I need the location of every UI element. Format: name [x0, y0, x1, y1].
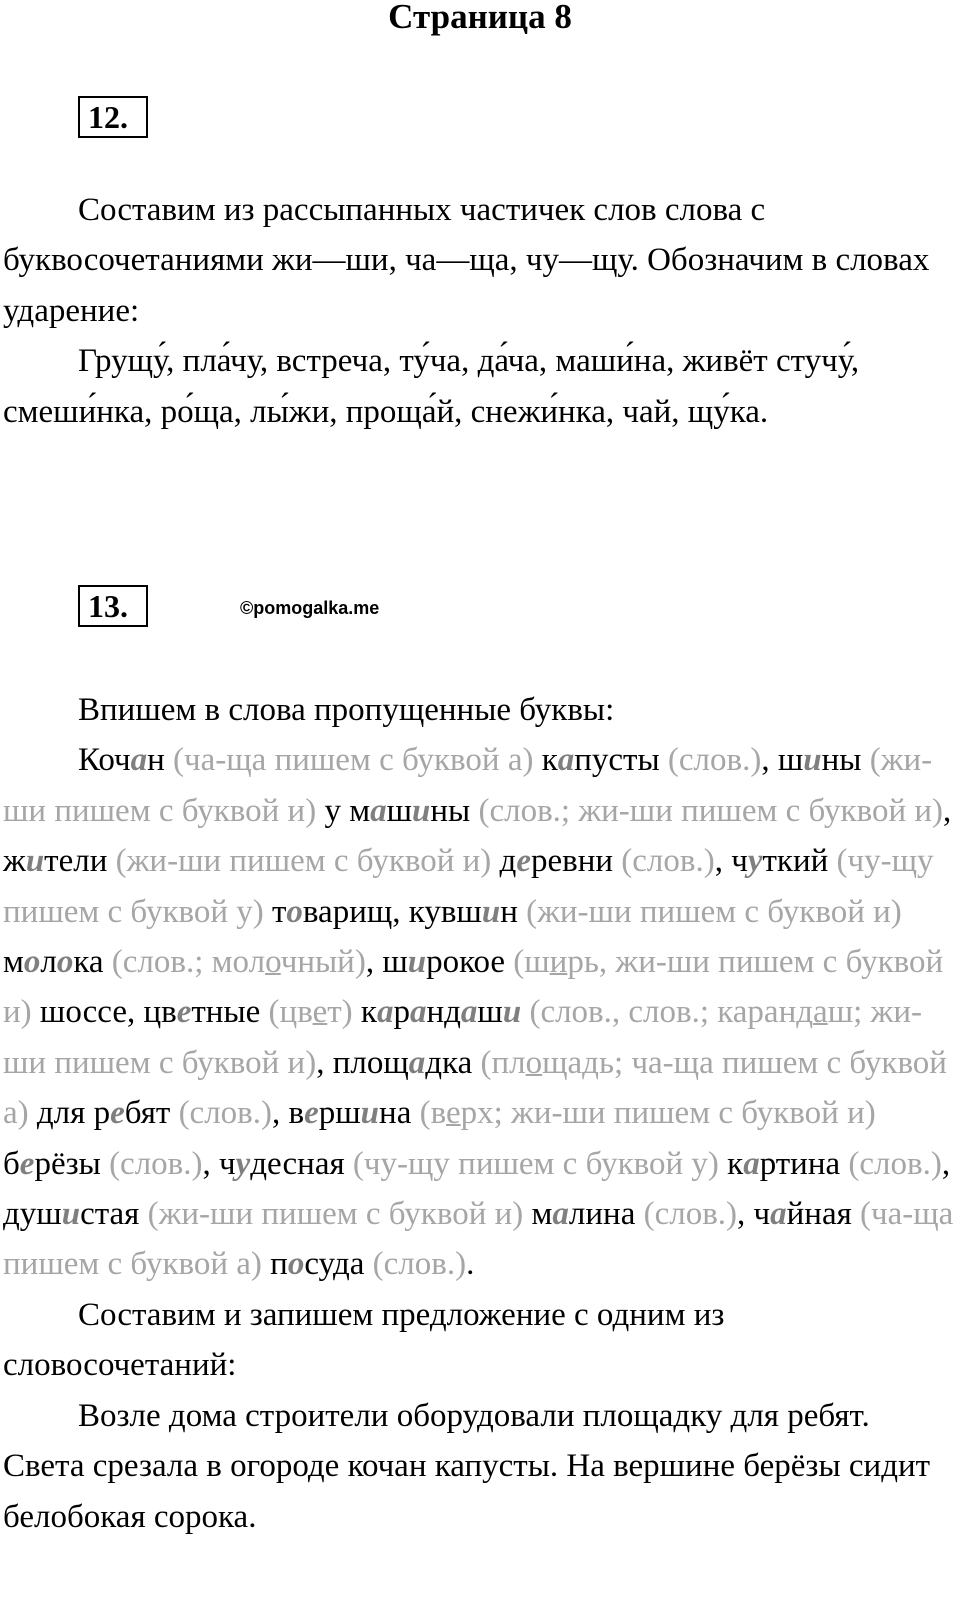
word: йная: [786, 1196, 852, 1233]
rule-note-part: (пл: [480, 1044, 526, 1081]
filled-letter: о: [23, 944, 41, 981]
word: пусты: [574, 742, 660, 779]
task-13-intro: Впишем в слова пропущенные буквы:: [78, 692, 615, 728]
filled-letter: а: [408, 1044, 426, 1081]
rule-note: (слов.): [178, 1095, 272, 1132]
rule-note: (слов.): [372, 1246, 467, 1283]
rule-note-part: ш; жи-ши пишем с буквой и): [3, 994, 922, 1081]
check-letter: а: [813, 994, 828, 1031]
word: рокое: [426, 944, 506, 981]
filled-letter: у: [235, 1145, 251, 1182]
rule-note: (слов.): [667, 742, 762, 779]
punct: ,: [943, 792, 952, 829]
word: р: [393, 994, 410, 1031]
word: к: [360, 994, 377, 1031]
rule-note: (ча-ща пишем с буквой а): [173, 742, 534, 779]
filled-letter: а: [770, 1196, 787, 1233]
word: ка: [73, 944, 104, 981]
check-letter: е: [312, 994, 328, 1031]
rule-note-part: щадь; ча-ща пишем с буквой а): [3, 1044, 947, 1132]
word: н: [147, 742, 165, 779]
word: рш: [318, 1095, 361, 1132]
filled-letter: о: [287, 1246, 305, 1283]
filled-letter: о: [286, 893, 303, 930]
filled-letter: о: [56, 944, 74, 981]
punct: ,: [941, 1145, 951, 1182]
filled-letter: и: [407, 944, 427, 981]
word: ч: [731, 843, 748, 880]
word: п: [270, 1246, 288, 1283]
rule-note-part: (слов., слов.; каранд: [529, 994, 814, 1031]
word: площ: [332, 1044, 409, 1081]
word: ны: [430, 792, 471, 829]
word: для р: [36, 1095, 111, 1132]
word: стая: [80, 1196, 140, 1233]
word: н: [500, 893, 518, 930]
filled-letter: и: [412, 792, 431, 829]
word: Коч: [78, 742, 131, 779]
filled-letter: и: [360, 1095, 380, 1132]
filled-letter: а: [409, 994, 427, 1031]
page-title: Страница 8: [388, 0, 572, 36]
rule-note: (слов.): [621, 843, 715, 880]
word: к: [727, 1145, 744, 1182]
task-12-intro: Составим из рассыпанных частичек слов слова с буквосочетаниями жи—ши, ча—ща, чу—щу. Обозначим в словах ударение:: [3, 192, 930, 329]
word: м: [3, 944, 24, 981]
rule-note: (жи-ши пишем с буквой и): [3, 742, 933, 829]
task-12-number: 12.: [78, 96, 148, 138]
rule-note-part: т): [327, 994, 353, 1031]
rule-note-part: (цв: [268, 994, 313, 1031]
word: к: [541, 742, 558, 779]
punct: ,: [202, 1145, 219, 1182]
rule-note: [269, 994, 353, 1030]
filled-letter: а: [130, 742, 148, 779]
word: бят: [124, 1095, 171, 1132]
word: ны: [821, 742, 862, 779]
word: д: [499, 843, 517, 880]
word: ревни: [530, 843, 614, 880]
word: ж: [3, 843, 26, 880]
filled-letter: а: [552, 1196, 569, 1233]
filled-letter: а: [743, 1145, 760, 1182]
word: лина: [568, 1196, 636, 1233]
word: ш: [477, 994, 503, 1031]
check-letter: е: [445, 1095, 461, 1132]
rule-note-part: (слов.; мол: [111, 944, 266, 981]
task-13-body: [3, 685, 958, 1542]
word: рёзы: [34, 1145, 101, 1182]
punct: ,: [714, 843, 723, 880]
word: дка: [425, 1044, 473, 1081]
filled-letter: а: [557, 742, 575, 779]
word: тные: [191, 994, 261, 1031]
filled-letter: и: [61, 1196, 81, 1233]
rule-note: (жи-ши пишем с буквой и): [526, 893, 902, 930]
check-letter: и: [549, 944, 568, 981]
filled-letter: е: [516, 843, 531, 880]
word: ч: [753, 1196, 771, 1233]
rule-note-part: (в: [419, 1095, 446, 1132]
rule-note-part: рь, жи-ши пишем с буквой и): [3, 944, 944, 1031]
word: ш: [777, 742, 804, 779]
task-13-sentence-intro: Составим и запишем предложение с одним из словосочетаний:: [3, 1296, 725, 1384]
task-13-number: 13.: [78, 585, 148, 627]
rule-note: (чу-щу пишем с буквой у): [3, 843, 934, 930]
task-13-sentences: Возле дома строители оборудовали площадку для ребят. Света срезала в огороде кочан капусты. На вершине берёзы сидит белобокая сорока.: [3, 1397, 931, 1535]
filled-letter: и: [803, 742, 822, 779]
check-letter: о: [265, 944, 281, 981]
rule-note-part: (ш: [513, 944, 550, 981]
word: на: [379, 1095, 412, 1132]
rule-note: [420, 1095, 876, 1131]
rule-note-part: чный): [280, 944, 366, 981]
filled-letter: а: [376, 994, 394, 1031]
word: варищ, кувш: [302, 893, 482, 930]
rule-note: (жи-ши пишем с буквой и): [115, 843, 492, 880]
task-12-body: [3, 185, 958, 437]
word: десная: [250, 1145, 345, 1182]
filled-letter: и: [502, 994, 522, 1031]
rule-note: (слов.): [848, 1145, 942, 1182]
watermark: ©pomogalka.me: [240, 598, 380, 618]
filled-letter: и: [25, 843, 45, 880]
filled-letter: е: [110, 1095, 125, 1132]
rule-note: (ча-ща пишем с буквой а): [3, 1196, 954, 1283]
word: ш: [382, 944, 408, 981]
punct: ,: [365, 944, 383, 981]
punct: ,: [272, 1095, 289, 1132]
word: душ: [3, 1196, 62, 1233]
word: нд: [426, 994, 461, 1031]
punct: ,: [316, 1044, 333, 1081]
punct: ,: [761, 742, 778, 779]
word: б: [3, 1145, 20, 1182]
word: т: [271, 893, 287, 930]
filled-letter: и: [481, 893, 501, 930]
word: ш: [386, 792, 413, 829]
filled-letter: а: [370, 792, 387, 829]
filled-letter: е: [304, 1095, 319, 1132]
word: м: [531, 1196, 553, 1233]
task-13-exercise: [3, 735, 958, 1289]
punct: .: [466, 1246, 475, 1283]
filled-letter: е: [19, 1145, 35, 1182]
word: ч: [219, 1145, 236, 1182]
word: суда: [304, 1246, 365, 1283]
rule-note: (чу-щу пишем с буквой у): [352, 1145, 719, 1182]
rule-note: (слов.): [109, 1145, 203, 1182]
filled-letter: е: [176, 994, 192, 1031]
rule-note-part: рх; жи-ши пишем с буквой и): [460, 1095, 876, 1132]
rule-note: (жи-ши пишем с буквой и): [147, 1196, 524, 1233]
word: л: [40, 944, 57, 981]
check-letter: о: [525, 1044, 543, 1081]
rule-note: (слов.; жи-ши пишем с буквой и): [478, 792, 943, 829]
word: шоссе, цв: [39, 994, 177, 1031]
word: в: [288, 1095, 305, 1132]
task-12-words: Грущу́, пла́чу, встреча, ту́ча, да́ча, маши́на, живёт стучу́, смеши́нка, ро́ща, лы́жи, проща́й, снежи́нка, чай, щу́ка.: [3, 343, 860, 430]
word: ртина: [759, 1145, 841, 1182]
filled-letter: у: [747, 843, 763, 880]
word: тели: [44, 843, 108, 880]
filled-letter: а: [460, 994, 478, 1031]
word: у м: [324, 792, 371, 829]
word: ткий: [762, 843, 829, 880]
punct: ,: [737, 1196, 754, 1233]
rule-note: [112, 944, 366, 980]
rule-note: (слов.): [643, 1196, 738, 1233]
